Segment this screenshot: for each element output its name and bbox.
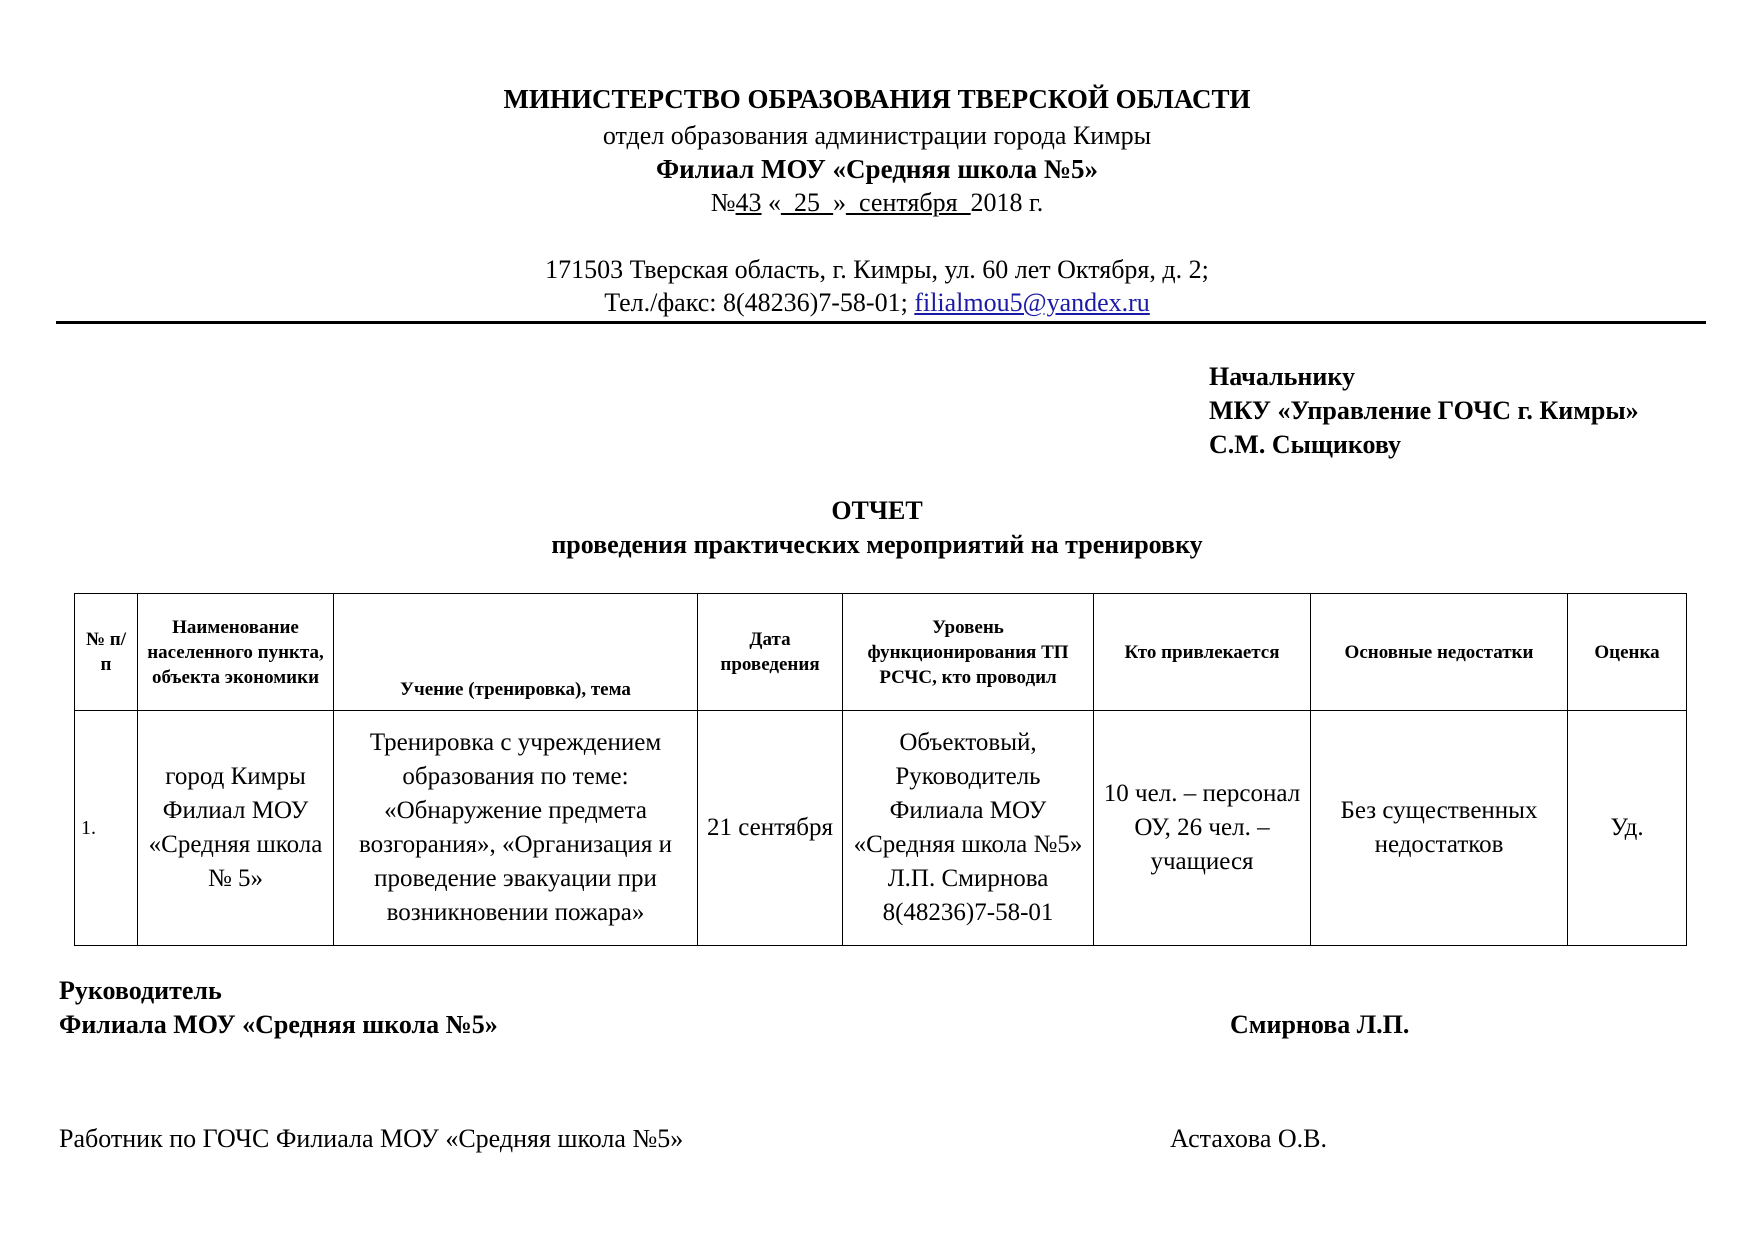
report-subtitle: проведения практических мероприятий на тренировку (551, 530, 1203, 559)
col-header-participants: Кто привлекается (1094, 594, 1311, 711)
col-header-topic: Учение (тренировка), тема (334, 594, 698, 711)
cell-rating: Уд. (1568, 711, 1687, 946)
cell-date: 21 сентября (698, 711, 843, 946)
branch-name: Филиал МОУ «Средняя школа №5» (655, 154, 1099, 184)
head-title-line-1: Руководитель (59, 976, 222, 1005)
cell-level: Объектовый, Руководитель Филиала МОУ «Средняя школа №5» Л.П. Смирнова 8(48236)7-58-01 (843, 711, 1094, 946)
col-header-rating: Оценка (1568, 594, 1687, 711)
cell-shortcomings: Без существенных недостатков (1311, 711, 1568, 946)
date-open-quote: « (761, 188, 782, 217)
department-line: отдел образования администрации города Кимры (602, 121, 1152, 150)
cell-number: 1. (75, 711, 138, 946)
head-title-line-2: Филиала МОУ «Средняя школа №5» (59, 1010, 498, 1039)
contact-line (0, 288, 1754, 318)
cell-topic: Тренировка с учреждением образования по теме: «Обнаружение предмета возгорания», «Организация и проведение эвакуации при возникновении пожара» (334, 711, 698, 946)
cell-participants: 10 чел. – персонал ОУ, 26 чел. – учащиеся (1094, 711, 1311, 946)
doc-number: 43 (735, 188, 762, 217)
col-header-place: Наименование населенного пункта, объекта экономики (138, 594, 334, 711)
head-signatory-name: Смирнова Л.П. (1230, 1010, 1410, 1039)
addressee-line-1: Начальнику (1209, 362, 1355, 391)
table-header-row (75, 594, 1687, 711)
ministry-title: МИНИСТЕРСТВО ОБРАЗОВАНИЯ ТВЕРСКОЙ ОБЛАСТИ (503, 84, 1251, 114)
gochs-worker-name: Астахова О.В. (1170, 1124, 1327, 1153)
phone-fax: Тел./факс: 8(48236)7-58-01; (604, 288, 915, 317)
col-header-number: № п/п (75, 594, 138, 711)
addressee-line-3: С.М. Сыщикову (1209, 430, 1401, 459)
header-divider (56, 321, 1706, 324)
address-line: 171503 Тверская область, г. Кимры, ул. 60 лет Октября, д. 2; (545, 255, 1209, 284)
email-link[interactable]: filialmou5@yandex.ru (914, 288, 1150, 317)
doc-year: 2018 г. (970, 188, 1044, 217)
date-close-quote: » (833, 188, 847, 217)
doc-number-prefix: № (710, 188, 736, 217)
col-header-level: Уровень функционирования ТП РСЧС, кто проводил (843, 594, 1094, 711)
doc-day: _25_ (781, 188, 834, 217)
document-number-line (0, 188, 1754, 218)
cell-place: город Кимры Филиал МОУ «Средняя школа № 5» (138, 711, 334, 946)
report-table (74, 593, 1687, 946)
addressee-line-2: МКУ «Управление ГОЧС г. Кимры» (1209, 396, 1639, 425)
doc-month: _сентября_ (846, 188, 971, 217)
col-header-shortcomings: Основные недостатки (1311, 594, 1568, 711)
addressee-block (1209, 360, 1639, 462)
col-header-date: Дата проведения (698, 594, 843, 711)
table-row (75, 711, 1687, 946)
gochs-worker-title: Работник по ГОЧС Филиала МОУ «Средняя школа №5» (59, 1124, 684, 1153)
report-title: ОТЧЕТ (831, 496, 923, 525)
